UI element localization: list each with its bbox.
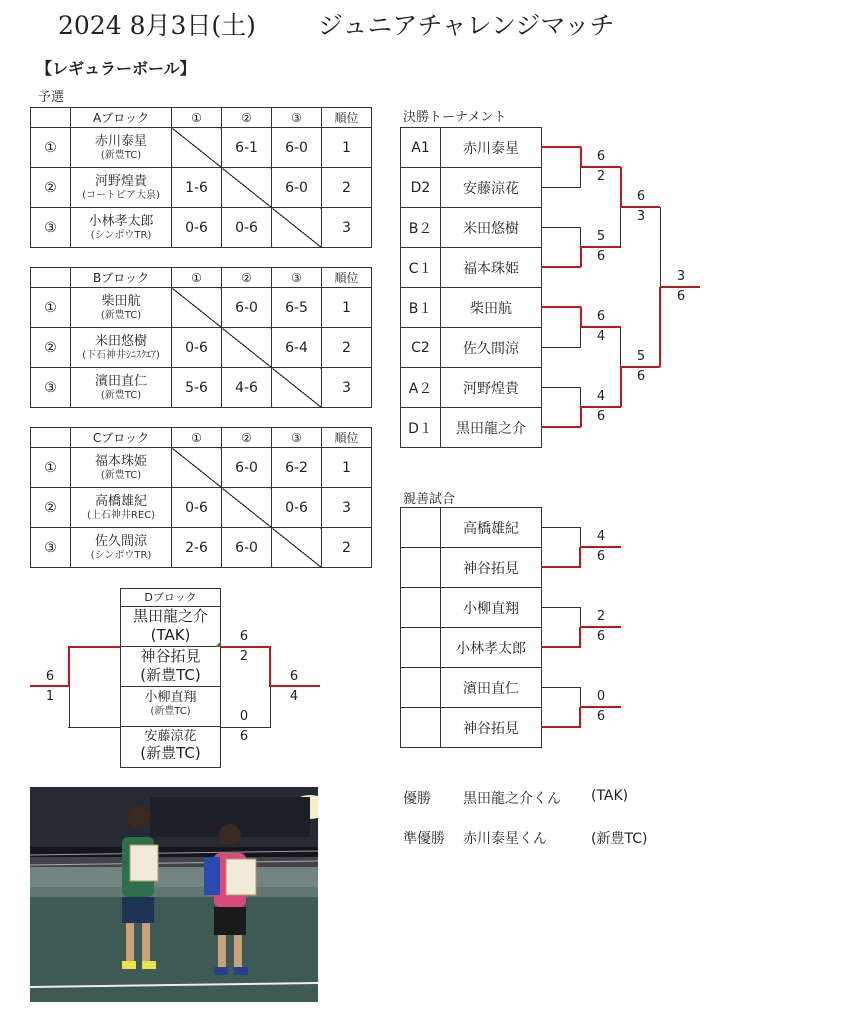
column-header: ③: [272, 428, 322, 448]
player-club: (新豊TC): [100, 149, 142, 161]
player-cell: 柴田航: [441, 288, 542, 328]
bracket-line: [580, 307, 582, 327]
table-row: [31, 208, 372, 248]
bracket-line: [541, 566, 581, 568]
player-name: 河野煌貴: [94, 173, 147, 189]
player-club: (下石神井ｼﾆｽｸｴｱ): [82, 349, 160, 361]
player-cell: 小林孝太郎: [441, 628, 542, 668]
player-cell: [71, 208, 172, 248]
bracket-score: 6: [596, 309, 606, 324]
table-row: [401, 288, 542, 328]
blank-cell: [401, 668, 441, 708]
seed-cell: B２: [401, 208, 441, 248]
score-cell: 0-6: [172, 328, 222, 368]
bracket-line: [580, 247, 582, 267]
bracket-line: [620, 167, 622, 207]
score-cell: 6-5: [272, 288, 322, 328]
rank-cell: 2: [322, 528, 372, 568]
column-header: ②: [222, 268, 272, 288]
table-row: [401, 168, 542, 208]
d-score: 0: [239, 709, 249, 724]
blank-cell: [401, 508, 441, 548]
player-cell: 福本珠姫: [441, 248, 542, 288]
tournament-table: [400, 127, 542, 448]
bracket-score: 6: [596, 629, 606, 644]
d-score: 6: [239, 629, 249, 644]
bracket-score: 5: [636, 349, 646, 364]
bracket-line: [580, 167, 581, 187]
block-table-0: [30, 107, 372, 248]
table-row: [401, 208, 542, 248]
seed-cell: B１: [401, 288, 441, 328]
bracket-line: [579, 547, 581, 567]
score-cell: 0-6: [172, 208, 222, 248]
header-blank: [31, 268, 71, 288]
bracket-line: [580, 527, 581, 547]
block-table-2: [30, 427, 372, 568]
score-cell: 2-6: [172, 528, 222, 568]
player-cell: [71, 288, 172, 328]
friendly-table: [400, 507, 542, 748]
player-cell: [71, 448, 172, 488]
score-cell: 6-4: [272, 328, 322, 368]
bracket-score: 2: [596, 169, 606, 184]
score-cell: 0-6: [172, 488, 222, 528]
player-cell: [71, 328, 172, 368]
bracket-line: [580, 607, 581, 627]
bracket-score: 6: [636, 189, 646, 204]
d-bracket-line: [30, 685, 70, 687]
table-row: [401, 668, 542, 708]
runner-up-label: 準優勝: [403, 831, 445, 847]
diagonal-cell: [172, 448, 222, 488]
table-row: [31, 128, 372, 168]
diagonal-cell: [172, 288, 222, 328]
d-player-club: (新豊TC): [150, 706, 191, 717]
column-header: ③: [272, 268, 322, 288]
header-blank: [31, 428, 71, 448]
bracket-line: [580, 147, 582, 167]
bracket-line: [541, 607, 581, 608]
score-cell: 6-0: [272, 168, 322, 208]
diagonal-cell: [222, 328, 272, 368]
d-bracket-line: [68, 646, 70, 687]
tournament-label: 決勝トーナメント: [403, 110, 507, 125]
page-title: [58, 6, 614, 42]
player-cell: 米田悠樹: [441, 208, 542, 248]
column-header: ②: [222, 108, 272, 128]
d-player-4: [121, 727, 220, 766]
bracket-line: [580, 406, 621, 408]
block-name: Bブロック: [71, 268, 172, 288]
runner-up-line: [403, 828, 648, 848]
d-bracket-line: [69, 687, 70, 728]
score-cell: 6-1: [222, 128, 272, 168]
player-club: (シンポウTR): [90, 229, 152, 241]
row-number: ③: [31, 368, 71, 408]
player-club: (新豊TC): [100, 309, 142, 321]
seed-cell: D2: [401, 168, 441, 208]
bracket-line: [580, 407, 582, 427]
table-row: [31, 368, 372, 408]
player-cell: [71, 528, 172, 568]
player-cell: 安藤涼花: [441, 168, 542, 208]
bracket-line: [541, 146, 581, 148]
d-score: 6: [289, 669, 299, 684]
player-club: (新豊TC): [100, 389, 142, 401]
bracket-line: [620, 206, 660, 208]
table-row: [31, 528, 372, 568]
title-date: 2024 8月3日(土): [58, 11, 256, 40]
bracket-line: [541, 266, 581, 268]
award-photo: [30, 787, 318, 1002]
table-row: [401, 368, 542, 408]
bracket-score: 5: [596, 229, 606, 244]
bracket-line: [580, 246, 621, 248]
diagonal-cell: [222, 488, 272, 528]
bracket-line: [541, 426, 581, 428]
row-number: ③: [31, 208, 71, 248]
seed-cell: A1: [401, 128, 441, 168]
column-header: ①: [172, 108, 222, 128]
bracket-line: [620, 207, 621, 247]
bracket-score: 6: [596, 409, 606, 424]
table-row: [401, 328, 542, 368]
diagonal-cell: [272, 208, 322, 248]
player-cell: [71, 168, 172, 208]
score-cell: 5-6: [172, 368, 222, 408]
bracket-score: 6: [596, 249, 606, 264]
score-cell: 6-0: [272, 128, 322, 168]
player-cell: 濱田直仁: [441, 668, 542, 708]
winner-club: (TAK): [591, 788, 629, 804]
row-number: ②: [31, 488, 71, 528]
player-name: 高橋雄紀: [94, 493, 147, 509]
player-club: (シンポウTR): [90, 549, 152, 561]
d-player-name: 安藤涼花: [144, 729, 197, 744]
d-player-name: 小柳直翔: [144, 690, 197, 705]
seed-cell: C１: [401, 248, 441, 288]
d-player-2: [121, 647, 220, 687]
player-name: 佐久間涼: [94, 533, 147, 549]
d-bracket-line: [68, 727, 120, 728]
player-cell: [71, 488, 172, 528]
winner-line: [403, 788, 629, 808]
column-header: ①: [172, 268, 222, 288]
row-number: ①: [31, 448, 71, 488]
player-cell: 神谷拓見: [441, 708, 542, 748]
d-player-1: [121, 607, 220, 647]
runner-up-name: 赤川泰星くん: [463, 831, 547, 847]
block-table-1: [30, 267, 372, 408]
bracket-score: 0: [596, 689, 606, 704]
table-row: [401, 548, 542, 588]
score-cell: 4-6: [222, 368, 272, 408]
rank-cell: 2: [322, 168, 372, 208]
score-cell: 0-6: [272, 488, 322, 528]
rank-cell: 3: [322, 368, 372, 408]
seed-cell: D１: [401, 408, 441, 448]
column-header: ③: [272, 108, 322, 128]
column-header: ②: [222, 428, 272, 448]
d-score: 6: [45, 669, 55, 684]
bracket-line: [580, 626, 621, 628]
seed-cell: A２: [401, 368, 441, 408]
header-blank: [31, 108, 71, 128]
d-player-3: [121, 687, 220, 727]
rank-cell: 2: [322, 328, 372, 368]
runner-up-club: (新豊TC): [591, 831, 648, 847]
table-row: [401, 628, 542, 668]
bracket-line: [660, 286, 700, 288]
player-name: 濱田直仁: [94, 373, 147, 389]
bracket-line: [620, 366, 660, 368]
row-number: ①: [31, 128, 71, 168]
table-row: [31, 328, 372, 368]
score-cell: 0-6: [222, 208, 272, 248]
d-player-club: (新豊TC): [140, 744, 201, 762]
d-bracket-line: [269, 646, 271, 687]
row-number: ②: [31, 168, 71, 208]
rank-cell: 1: [322, 448, 372, 488]
category-heading: 【レギュラーボール】: [36, 59, 196, 78]
title-event: ジュニアチャレンジマッチ: [317, 11, 615, 40]
bracket-line: [580, 687, 581, 707]
bracket-line: [580, 227, 581, 247]
d-block-title: Dブロック: [121, 589, 220, 607]
bracket-score: 2: [596, 609, 606, 624]
player-club: (コートピア大泉): [82, 189, 160, 201]
bracket-line: [580, 166, 621, 168]
bracket-line: [541, 726, 581, 728]
prelim-label: 予選: [38, 90, 65, 105]
table-row: [401, 128, 542, 168]
table-row: [31, 488, 372, 528]
bracket-line: [620, 327, 621, 367]
player-cell: 河野煌貴: [441, 368, 542, 408]
bracket-line: [579, 627, 581, 647]
bracket-line: [541, 387, 581, 388]
player-cell: 佐久間涼: [441, 328, 542, 368]
rank-cell: 3: [322, 488, 372, 528]
row-number: ①: [31, 288, 71, 328]
d-bracket-line: [220, 646, 270, 648]
table-row: [401, 248, 542, 288]
rank-cell: 1: [322, 128, 372, 168]
score-cell: 6-0: [222, 288, 272, 328]
player-cell: [71, 128, 172, 168]
bracket-score: 6: [596, 709, 606, 724]
seed-cell: C2: [401, 328, 441, 368]
bracket-line: [580, 387, 581, 407]
d-score: 2: [239, 649, 249, 664]
d-bracket-line: [220, 727, 270, 728]
d-bracket-line: [270, 685, 320, 687]
column-header: ①: [172, 428, 222, 448]
d-score: 4: [289, 689, 299, 704]
bracket-score: 3: [636, 209, 646, 224]
bracket-line: [541, 527, 581, 528]
bracket-score: 4: [596, 529, 606, 544]
bracket-line: [580, 706, 621, 708]
diagonal-cell: [272, 368, 322, 408]
player-name: 小林孝太郎: [88, 213, 154, 229]
table-row: [401, 588, 542, 628]
score-cell: 6-0: [222, 448, 272, 488]
player-cell: [71, 368, 172, 408]
score-cell: 6-2: [272, 448, 322, 488]
table-row: [401, 508, 542, 548]
d-bracket-line: [68, 646, 120, 648]
column-header: 順位: [322, 108, 372, 128]
player-cell: 神谷拓見: [441, 548, 542, 588]
diagonal-cell: [222, 168, 272, 208]
player-name: 米田悠樹: [94, 333, 147, 349]
row-number: ②: [31, 328, 71, 368]
table-row: [31, 168, 372, 208]
score-cell: 1-6: [172, 168, 222, 208]
blank-cell: [401, 588, 441, 628]
bracket-score: 4: [596, 329, 606, 344]
player-name: 赤川泰星: [94, 133, 147, 149]
d-player-name: 神谷拓見: [140, 647, 201, 665]
table-row: [31, 288, 372, 328]
bracket-line: [541, 187, 581, 188]
d-player-club: (TAK): [150, 626, 191, 644]
score-cell: 6-0: [222, 528, 272, 568]
player-cell: 小柳直翔: [441, 588, 542, 628]
d-score: 1: [45, 689, 55, 704]
award-photo-image: [30, 787, 318, 1002]
bracket-line: [620, 367, 622, 407]
d-score: 6: [239, 729, 249, 744]
bracket-line: [541, 687, 581, 688]
bracket-score: 6: [596, 149, 606, 164]
winner-name: 黒田龍之介くん: [463, 791, 561, 807]
blank-cell: [401, 708, 441, 748]
player-club: (新豊TC): [100, 469, 142, 481]
bracket-score: 3: [676, 269, 686, 284]
table-row: [401, 708, 542, 748]
bracket-score: 6: [636, 369, 646, 384]
bracket-line: [580, 326, 621, 328]
bracket-line: [580, 546, 621, 548]
player-cell: 黒田龍之介: [441, 408, 542, 448]
d-bracket-line: [270, 687, 271, 728]
player-name: 福本珠姫: [94, 453, 147, 469]
table-row: [401, 408, 542, 448]
bracket-line: [541, 646, 581, 648]
d-player-club: (新豊TC): [140, 666, 201, 684]
column-header: 順位: [322, 428, 372, 448]
bracket-line: [660, 207, 661, 287]
table-row: [31, 448, 372, 488]
player-cell: 高橋雄紀: [441, 508, 542, 548]
player-cell: 赤川泰星: [441, 128, 542, 168]
diagonal-cell: [272, 528, 322, 568]
column-header: 順位: [322, 268, 372, 288]
d-player-name: 黒田龍之介: [132, 607, 208, 625]
bracket-line: [541, 227, 581, 228]
bracket-score: 4: [596, 389, 606, 404]
rank-cell: 3: [322, 208, 372, 248]
bracket-score: 6: [596, 549, 606, 564]
bracket-line: [659, 287, 661, 367]
rank-cell: 1: [322, 288, 372, 328]
bracket-line: [541, 347, 581, 348]
block-name: Aブロック: [71, 108, 172, 128]
diagonal-cell: [172, 128, 222, 168]
friendly-label: 親善試合: [403, 492, 456, 507]
row-number: ③: [31, 528, 71, 568]
player-name: 柴田航: [101, 293, 141, 309]
winner-label: 優勝: [403, 791, 431, 807]
bracket-score: 6: [676, 289, 686, 304]
bracket-line: [541, 306, 581, 308]
bracket-line: [580, 327, 581, 347]
player-club: (上石神井REC): [86, 509, 156, 521]
blank-cell: [401, 628, 441, 668]
d-block: [120, 588, 221, 768]
block-name: Cブロック: [71, 428, 172, 448]
blank-cell: [401, 548, 441, 588]
bracket-line: [579, 707, 581, 727]
